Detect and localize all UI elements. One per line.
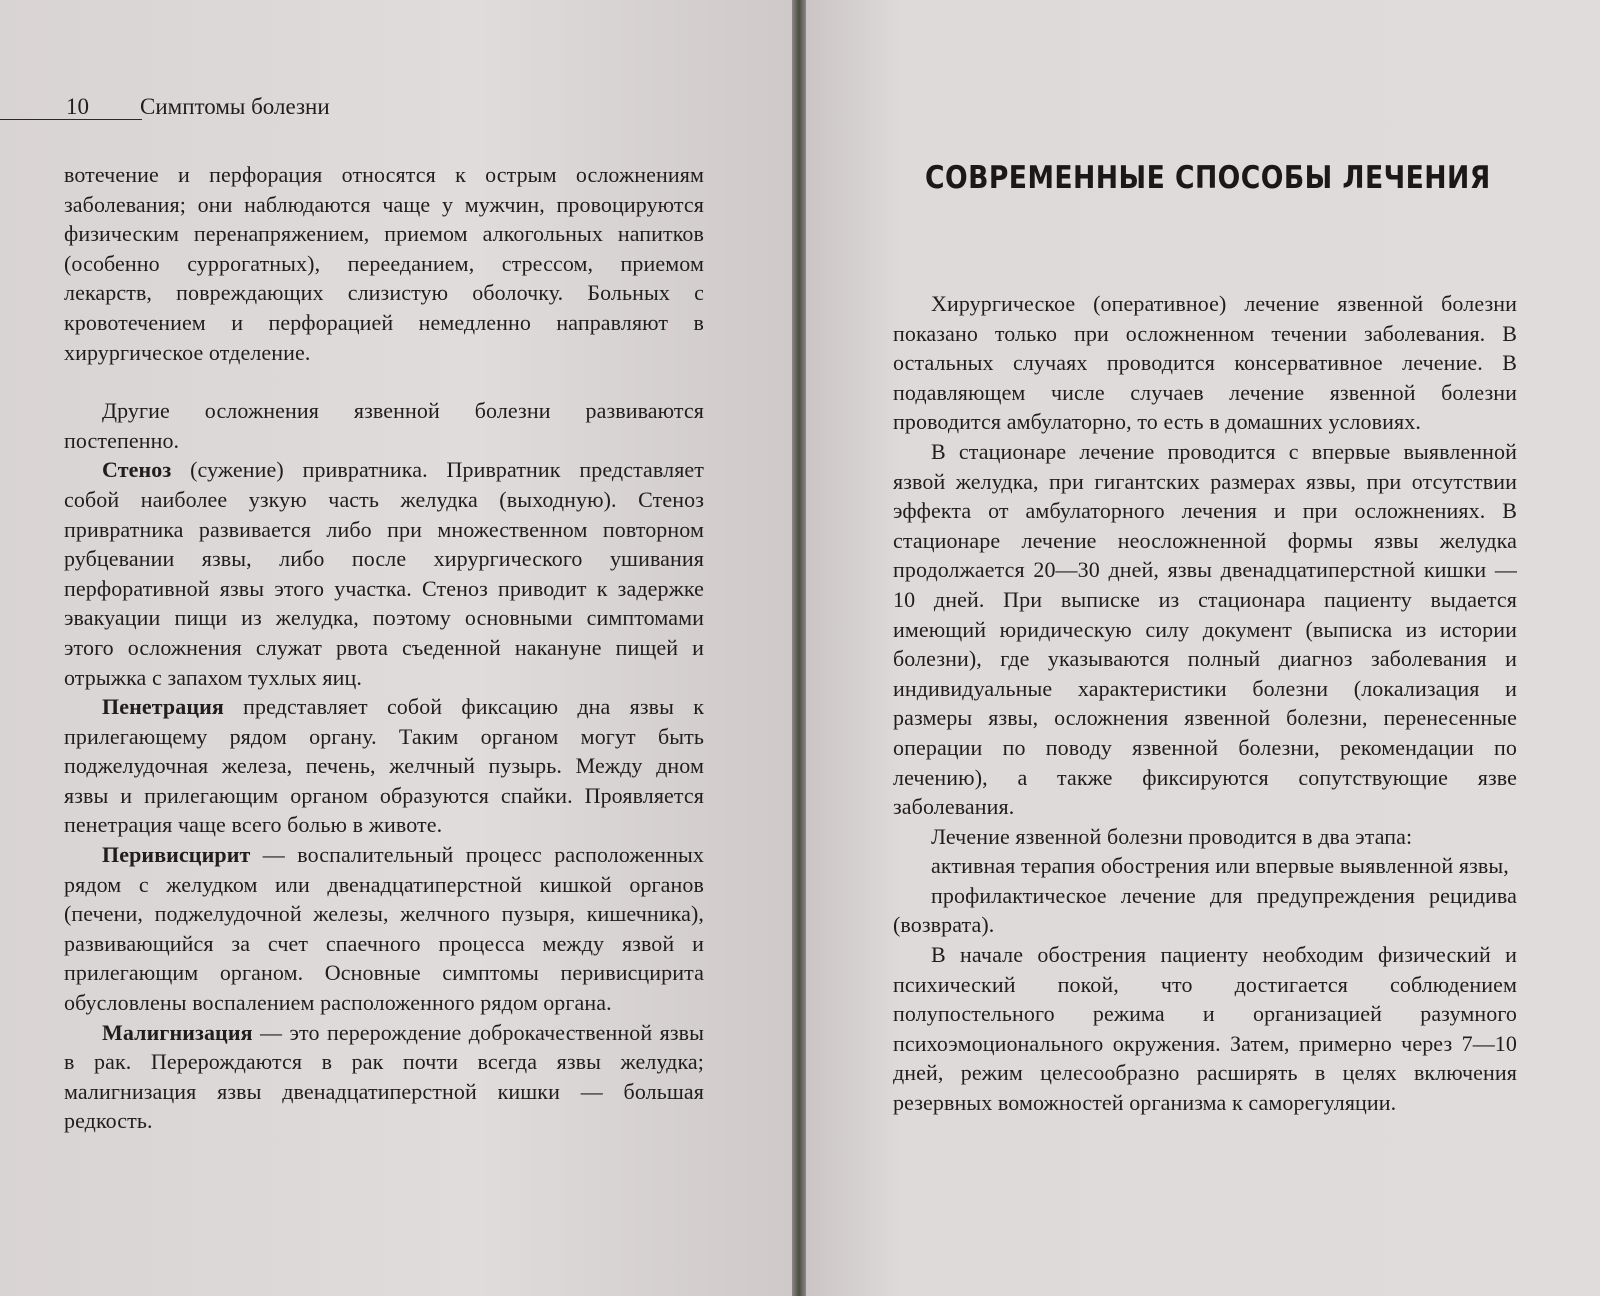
term-perivisceritis: Перивисцирит bbox=[102, 842, 251, 868]
running-head-title: Симптомы болезни bbox=[140, 94, 330, 119]
list-item bbox=[893, 851, 1517, 881]
left-page bbox=[0, 0, 793, 1296]
right-page-text bbox=[893, 289, 1517, 1118]
left-page-text bbox=[64, 160, 704, 1136]
book-gutter bbox=[792, 0, 806, 1296]
paragraph bbox=[64, 455, 704, 692]
term-stenosis: Стеноз bbox=[102, 457, 172, 483]
paragraph bbox=[64, 692, 704, 840]
paragraph-text: Другие осложнения язвенной болезни развиваются постепенно. bbox=[64, 398, 704, 453]
paragraph bbox=[893, 437, 1517, 822]
paragraph-text: — воспалительный процесс расположенных рядом с желудком или двенадцатиперстной кишкой органов (печени, поджелудочной железы, желчного пузыря, кишечника), развивающийся за счет спаечного процесса между язвой и прилегающим органом. Основные симптомы перивисцирита обусловлены воспалением расположенного рядом органа. bbox=[64, 842, 704, 1016]
paragraph bbox=[893, 940, 1517, 1118]
paragraph bbox=[893, 289, 1517, 437]
paragraph-text: (сужение) привратника. Привратник представляет собой наиболее узкую часть желудка (выходную). Стеноз привратника развивается либо при множественном повторном рубцевании язвы, либо после хирургического ушивания перфоративной язвы этого участка. Стеноз приводит к задержке эвакуации пищи из желудка, поэтому основными симптомами этого осложнения служат рвота съеденной накануне пищей и отрыжка с запахом тухлых яиц. bbox=[64, 457, 704, 690]
running-head-rule bbox=[0, 119, 142, 120]
paragraph bbox=[893, 822, 1517, 852]
paragraph bbox=[64, 840, 704, 1018]
paragraph-text: — это перерождение доброкачественной язвы в рак. Перерождаются в рак почти всегда язвы желудка; малигнизация язвы двенадцатиперстной кишки — большая редкость. bbox=[64, 1019, 704, 1134]
running-head bbox=[0, 86, 705, 122]
paragraph-text: представляет собой фиксацию дна язвы к прилегающему рядом органу. Таким органом могут быть поджелудочная железа, печень, желчный пузырь. Между дном язвы и прилегающим органом образуются спайки. Проявляется пенетрация чаще всего болью в животе. bbox=[64, 694, 704, 838]
list-item bbox=[893, 881, 1517, 940]
page-number: 10 bbox=[66, 94, 89, 119]
paragraph bbox=[64, 396, 704, 455]
chapter-title: СОВРЕМЕННЫЕ СПОСОБЫ ЛЕЧЕНИЯ bbox=[925, 160, 1491, 196]
paragraph-text: активная терапия обострения или впервые выявленной язвы, bbox=[931, 853, 1509, 879]
paragraph bbox=[64, 160, 704, 367]
paragraph-text: В начале обострения пациенту необходим физический и психический покой, что достигается соблюдением полупостельного режима и организацией разумного психоэмоционального окружения. Затем, примерно через 7—10 дней, режим целесообразно расширять в целях включения резервных воможностей организма к саморегуляции. bbox=[893, 942, 1517, 1116]
paragraph-text: профилактическое лечение для предупреждения рецидива (возврата). bbox=[893, 882, 1517, 938]
paragraph-text: Хирургическое (оперативное) лечение язвенной болезни показано только при осложненном течении заболевания. В остальных случаях проводится консервативное лечение. В подавляющем числе случаев лечение язвенной болезни проводится амбулаторно, то есть в домашних условиях. bbox=[893, 291, 1517, 435]
term-penetration: Пенетрация bbox=[102, 694, 224, 720]
term-malignization: Малигнизация bbox=[102, 1019, 253, 1045]
paragraph-text: В стационаре лечение проводится с впервые выявленной язвой желудка, при гигантских размерах язвы, при отсутствии эффекта от амбулаторного лечения и при осложнениях. В стационаре лечение неосложненной формы язвы желудка продолжается 20—30 дней, язвы двенадцатиперстной кишки — 10 дней. При выписке из стационара пациенту выдается имеющий юридическую силу документ (выписка из истории болезни), где указываются полный диагноз заболевания и индивидуальные характеристики болезни (локализация и размеры язвы, осложнения язвенной болезни, перенесенные операции по поводу язвенной болезни, рекомендации по лечению), а также фиксируются сопутствующие язве заболевания. bbox=[893, 438, 1517, 820]
paragraph-text: вотечение и перфорация относятся к острым осложнениям заболевания; они наблюдаются чаще у мужчин, провоцируются физическим перенапряжением, приемом алкогольных напитков (особенно суррогатных), перееданием, стрессом, приемом лекарств, повреждающих слизистую оболочку. Больных с кровотечением и перфорацией немедленно направляют в хирургическое отделение. bbox=[64, 162, 704, 365]
paragraph-text: Лечение язвенной болезни проводится в два этапа: bbox=[931, 823, 1413, 849]
paragraph bbox=[64, 1018, 704, 1136]
